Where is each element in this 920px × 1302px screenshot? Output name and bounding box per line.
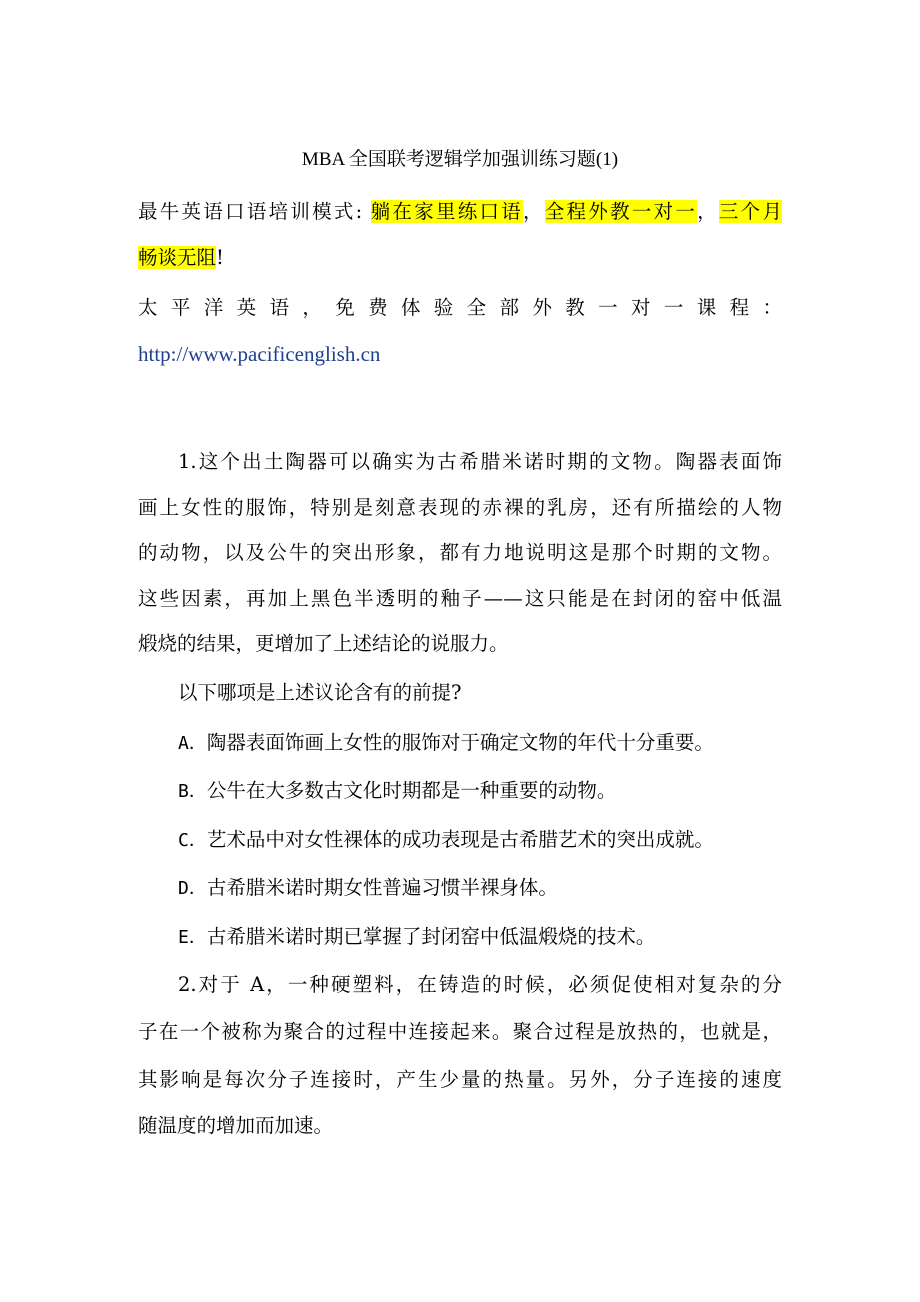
promo-highlight-2: 全程外教一对一 (544, 200, 698, 223)
option-letter: C． (178, 830, 207, 851)
promo-highlight-1: 躺在家里练口语 (370, 200, 524, 223)
promo-line-1 (138, 198, 782, 226)
promo-prefix: 最牛英语口语培训模式: (138, 200, 371, 223)
q1-option-b (138, 777, 782, 806)
option-text: 陶器表面饰画上女性的服饰对于确定文物的年代十分重要。 (206, 731, 714, 754)
option-letter: E． (178, 927, 207, 948)
q2-line-2: 子在一个被称为聚合的过程中连接起来。聚合过程是放热的，也就是， (138, 1020, 782, 1043)
option-text: 公牛在大多数古文化时期都是一种重要的动物。 (206, 779, 617, 802)
q1-line-4: 这些因素，再加上黑色半透明的釉子——这只能是在封闭的窑中低温 (138, 587, 782, 610)
q1-line-5: 煅烧的结果，更增加了上述结论的说服力。 (138, 632, 509, 655)
q1-line-2: 画上女性的服饰，特别是刻意表现的赤裸的乳房，还有所描绘的人物 (138, 496, 782, 519)
option-letter: A． (178, 733, 207, 754)
q1-option-a (138, 729, 782, 758)
q1-option-c (138, 826, 782, 855)
promo-separator-1: ， (523, 200, 545, 223)
offer-text: 太平洋英语，免费体验全部外教一对一课程： (138, 296, 782, 319)
offer-link-line (138, 340, 782, 369)
q1-option-d (138, 874, 782, 903)
promo-separator-2: ， (697, 200, 719, 223)
q1-option-e (138, 923, 782, 952)
option-text: 古希腊米诺时期已掌握了封闭窑中低温煅烧的技术。 (206, 925, 656, 948)
promo-highlight-3a: 三个月 (718, 200, 782, 223)
q2-line-3: 其影响是每次分子连接时，产生少量的热量。另外，分子连接的速度 (138, 1068, 782, 1091)
q2-line-4: 随温度的增加而加速。 (138, 1114, 334, 1137)
document-title: MBA 全国联考逻辑学加强训练习题(1) (301, 149, 619, 170)
promo-highlight-3b: 畅谈无阻 (138, 246, 217, 269)
option-text: 艺术品中对女性裸体的成功表现是古希腊艺术的突出成就。 (206, 828, 714, 851)
q2-line-1: 2.对于 A，一种硬塑料，在铸造的时候，必须促使相对复杂的分 (178, 973, 782, 996)
option-letter: D． (178, 878, 207, 899)
option-letter: B． (178, 781, 207, 802)
q1-line-3: 的动物，以及公牛的突出形象，都有力地说明这是那个时期的文物。 (138, 541, 782, 564)
q1-line-1: 1.这个出土陶器可以确实为古希腊米诺时期的文物。陶器表面饰 (178, 450, 782, 473)
promo-suffix: ! (216, 246, 224, 269)
offer-link[interactable]: http://www.pacificenglish.cn (138, 342, 381, 366)
q1-prompt: 以下哪项是上述议论含有的前提? (178, 681, 462, 704)
option-text: 古希腊米诺时期女性普遍习惯半裸身体。 (206, 876, 558, 899)
promo-line-2 (138, 244, 782, 272)
